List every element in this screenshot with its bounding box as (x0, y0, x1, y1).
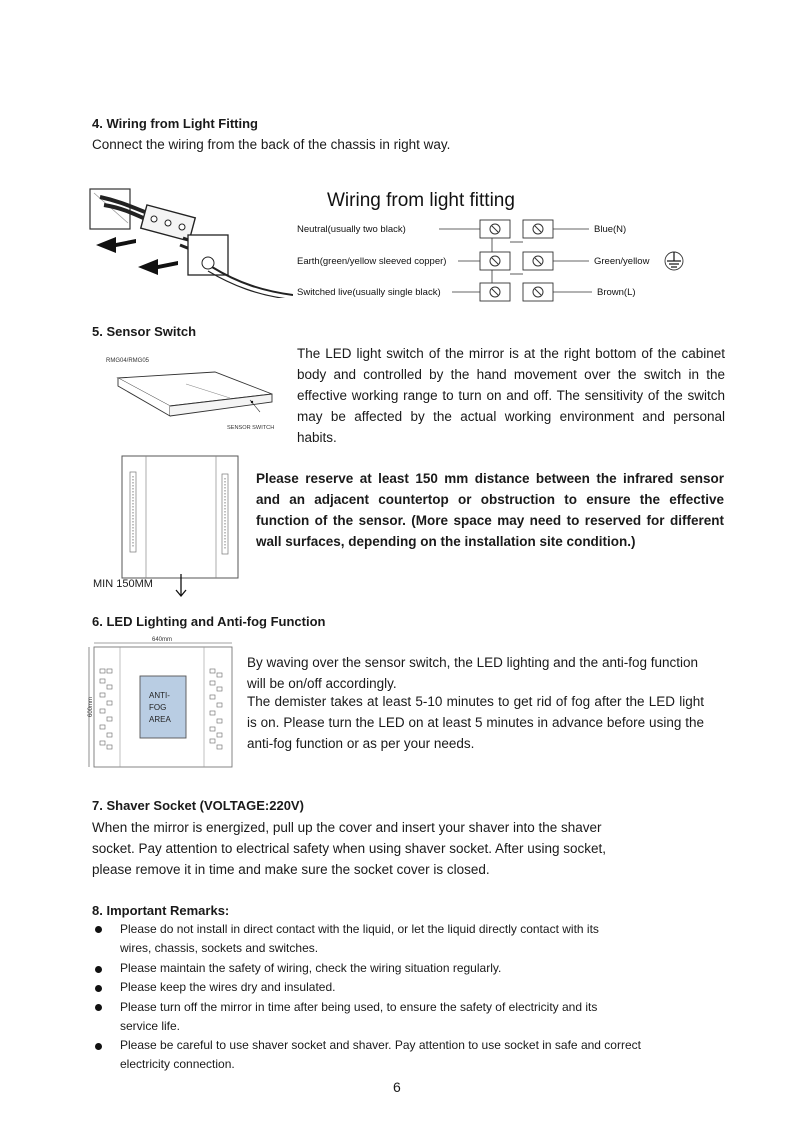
section-8-heading: 8. Important Remarks: (92, 903, 230, 918)
remark-item-1-line-1: Please do not install in direct contact with the liquid, or let the liquid directly contact with its (120, 922, 599, 936)
section-5-heading: 5. Sensor Switch (92, 324, 197, 339)
height-dimension-label: 600mm (88, 696, 94, 717)
remark-item-4-line-1: Please turn off the mirror in time after being used, to ensure the safety of electricity and its (120, 1000, 598, 1014)
section-6-text-1: By waving over the sensor switch, the LED lighting and the anti-fog function will be on/off accordingly. (247, 655, 699, 691)
remark-item-5-line-2: electricity connection. (120, 1057, 235, 1071)
wiring-diagram (294, 184, 694, 306)
wiring-right-label-blue: Blue(N) (594, 224, 627, 235)
wiring-left-label-earth: Earth(green/yellow sleeved copper) (297, 256, 447, 267)
wiring-diagram-title: Wiring from light fitting (327, 190, 515, 211)
bullet-icon (95, 985, 102, 992)
model-label: RMG04/RMG05 (106, 358, 150, 364)
anti-fog-area-label-2: FOG (149, 703, 167, 712)
section-6-text-2: The demister takes at least 5-10 minutes to get rid of fog after the LED light is on. Please turn the LED on at least 5 minutes in advance before using the anti-fog function or as per your needs. (247, 694, 704, 751)
section-7-line-1: When the mirror is energized, pull up the cover and insert your shaver into the shaver (92, 820, 602, 835)
bullet-icon (95, 926, 102, 933)
wiring-right-label-green-yellow: Green/yellow (594, 256, 650, 267)
page-number: 6 (393, 1079, 401, 1095)
anti-fog-area-label-1: ANTI- (149, 691, 170, 700)
remark-item-2: Please maintain the safety of wiring, check the wiring situation regularly. (120, 961, 502, 975)
anti-fog-area-label-3: AREA (149, 715, 171, 724)
wiring-connection-illustration (88, 183, 293, 298)
anti-fog-diagram (86, 633, 238, 771)
section-7-heading: 7. Shaver Socket (VOLTAGE:220V) (92, 798, 304, 813)
remark-item-4-line-2: service life. (120, 1019, 181, 1033)
sensor-switch-illustration (100, 350, 285, 435)
min-distance-label: MIN 150MM (93, 578, 153, 590)
wiring-right-label-brown: Brown(L) (597, 287, 636, 298)
mirror-cabinet-illustration (118, 452, 243, 584)
section-4-text: Connect the wiring from the back of the chassis in right way. (92, 137, 451, 152)
sensor-switch-label: SENSOR SWITCH (227, 425, 275, 431)
arrow-down-icon (174, 573, 188, 599)
section-6-heading: 6. LED Lighting and Anti-fog Function (92, 614, 326, 629)
section-5-warning: Please reserve at least 150 mm distance between the infrared sensor and an adjacent countertop or obstruction to ensure the effective function of the sensor. (More space may need to reserved for different wall surfaces, depending on the installation site condition.) (256, 471, 724, 549)
section-7-line-2: socket. Pay attention to electrical safety when using shaver socket. After using socket, (92, 841, 607, 856)
section-4-heading: 4. Wiring from Light Fitting (92, 116, 258, 131)
wiring-left-label-live: Switched live(usually single black) (297, 287, 441, 298)
earth-ground-icon (665, 252, 683, 270)
remark-item-5-line-1: Please be careful to use shaver socket and shaver. Pay attention to use socket in safe and correct (120, 1038, 641, 1052)
width-dimension-label: 640mm (152, 637, 173, 643)
wiring-left-label-neutral: Neutral(usually two black) (297, 224, 406, 235)
bullet-icon (95, 1043, 102, 1050)
bullet-icon (95, 966, 102, 973)
bullet-icon (95, 1004, 102, 1011)
remark-item-1-line-2: wires, chassis, sockets and switches. (120, 941, 319, 955)
section-5-text: The LED light switch of the mirror is at the right bottom of the cabinet body and controlled by the hand movement over the switch in the effective working range to turn on and off. The sensitivity of the switch may be affected by the actual working environment and personal habits. (297, 346, 725, 445)
remark-item-3: Please keep the wires dry and insulated. (120, 980, 336, 994)
section-7-line-3: please remove it in time and make sure the socket cover is closed. (92, 862, 490, 877)
